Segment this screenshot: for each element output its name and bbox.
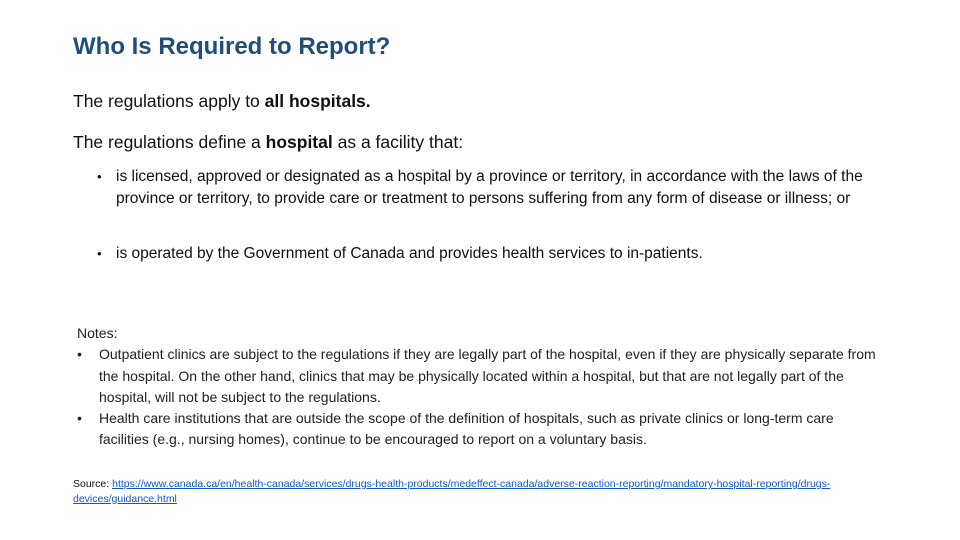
bullet-icon: •	[97, 246, 102, 261]
notes-list	[77, 344, 882, 450]
definition-suffix: as a facility that:	[332, 132, 464, 152]
source-link[interactable]: https://www.canada.ca/en/health-canada/services/drugs-health-products/medeffect-canada/adverse-reaction-reporting/mandatory-hospital-reporting/drugs-devices/guidance.html	[73, 478, 831, 505]
intro-paragraph	[73, 91, 371, 112]
list-item	[77, 344, 882, 408]
list-item-text: is licensed, approved or designated as a hospital by a province or territory, in accordance with the laws of the province or territory, to provide care or treatment to persons suffering from any form of disease or illness; or	[116, 168, 863, 207]
bullet-icon: •	[97, 169, 102, 184]
source-citation	[73, 477, 833, 506]
list-item	[77, 408, 882, 451]
note-text: Health care institutions that are outside the scope of the definition of hospitals, such as private clinics or long-term care facilities (e.g., nursing homes), continue to be encouraged to report on a voluntary basis.	[99, 410, 834, 448]
note-text: Outpatient clinics are subject to the regulations if they are legally part of the hospital, even if they are physically separate from the hospital. On the other hand, clinics that may be physically located within a hospital, but that are not legally part of the hospital, will not be subject to the regulations.	[99, 346, 876, 405]
definition-text: The regulations define a	[73, 132, 266, 152]
notes-section	[77, 323, 882, 451]
list-item-text: is operated by the Government of Canada and provides health services to in-patients.	[116, 245, 703, 262]
definition-list	[97, 166, 897, 210]
definition-emphasis: hospital	[265, 132, 333, 152]
intro-emphasis: all hospitals.	[264, 91, 371, 111]
bullet-icon: •	[77, 410, 82, 427]
list-item	[97, 166, 897, 210]
source-label: Source:	[73, 478, 113, 490]
definition-list-2	[97, 243, 897, 265]
bullet-icon: •	[77, 346, 82, 363]
definition-paragraph	[73, 132, 463, 153]
notes-heading: Notes:	[77, 325, 118, 341]
list-item	[97, 243, 897, 265]
intro-text: The regulations apply to	[73, 91, 265, 111]
page-title: Who Is Required to Report?	[73, 33, 391, 60]
